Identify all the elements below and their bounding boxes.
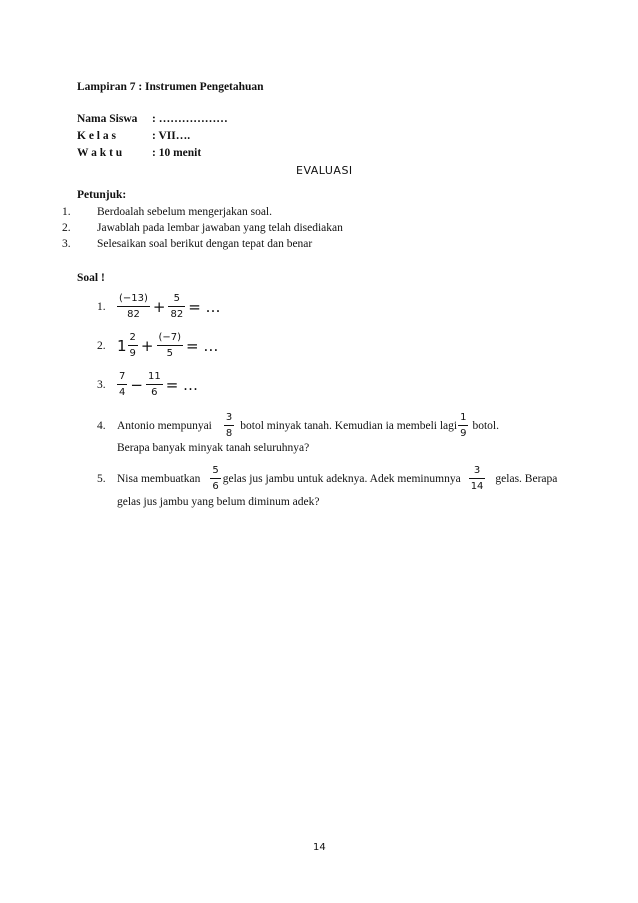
instruction-item: Berdoalah sebelum mengerjakan soal. [97,206,272,218]
question-text: botol. [472,420,499,432]
instruction-number: 3. [62,238,71,250]
instruction-item: Jawablah pada lembar jawaban yang telah disediakan [97,222,343,234]
fraction: $\frac{5}{82}$ [170,293,184,320]
question-5 [97,466,557,492]
fraction: $\frac{3}{14}$ [470,465,484,492]
fraction: $\frac{(-13)}{82}$ [119,293,148,320]
page-number: 14 [313,842,326,853]
fraction: $\frac{5}{6}$ [212,465,219,492]
instruction-number: 2. [62,222,71,234]
student-name-value: : ……………… [152,113,228,125]
question-1 [97,294,224,320]
question-2 [97,333,221,359]
question-text: gelas jus jambu untuk adeknya. Adek meminumnya [222,473,461,485]
question-number: 4. [97,420,106,432]
question-text: Antonio mempunyai [117,420,212,432]
question-4 [97,413,499,439]
whole-number: 1 [117,337,127,355]
page-header: Lampiran 7 : Instrumen Pengetahuan [77,81,264,93]
question-text: botol minyak tanah. Kemudian ia membeli lagi [240,420,458,432]
question-text: Berapa banyak minyak tanah seluruhnya? [117,442,310,454]
time-label: W a k t u [77,147,123,159]
question-text: gelas. Berapa [495,473,558,485]
question-number: 3. [97,379,106,391]
question-text: gelas jus jambu yang belum diminum adek? [117,496,320,508]
class-value: : VII…. [152,130,191,142]
instruction-item: Selesaikan soal berikut dengan tepat dan benar [97,238,313,250]
fraction: $\frac{(-7)}{5}$ [158,332,182,359]
equals-ellipsis: = … [188,298,221,316]
instructions-heading: Petunjuk: [77,189,127,201]
time-value: : 10 menit [152,147,202,159]
question-3 [97,372,201,398]
plus-operator: + [140,337,154,355]
section-title: EVALUASI [296,164,353,177]
question-number: 2. [97,340,106,352]
fraction: $\frac{11}{6}$ [147,371,161,398]
minus-operator: − [130,376,143,394]
question-number: 1. [97,301,106,313]
fraction: $\frac{7}{4}$ [119,371,126,398]
fraction: $\frac{1}{9}$ [460,412,467,439]
instruction-number: 1. [62,206,71,218]
student-name-label: Nama Siswa [77,113,138,125]
equals-ellipsis: = … [165,376,199,394]
class-label: K e l a s [77,130,116,142]
question-number: 5. [97,473,106,485]
questions-heading: Soal ! [77,272,105,284]
equals-ellipsis: = … [186,337,219,355]
fraction: $\frac{3}{8}$ [225,412,233,439]
fraction: $\frac{2}{9}$ [129,332,136,359]
plus-operator: + [152,298,166,316]
question-text: Nisa membuatkan [117,473,201,485]
